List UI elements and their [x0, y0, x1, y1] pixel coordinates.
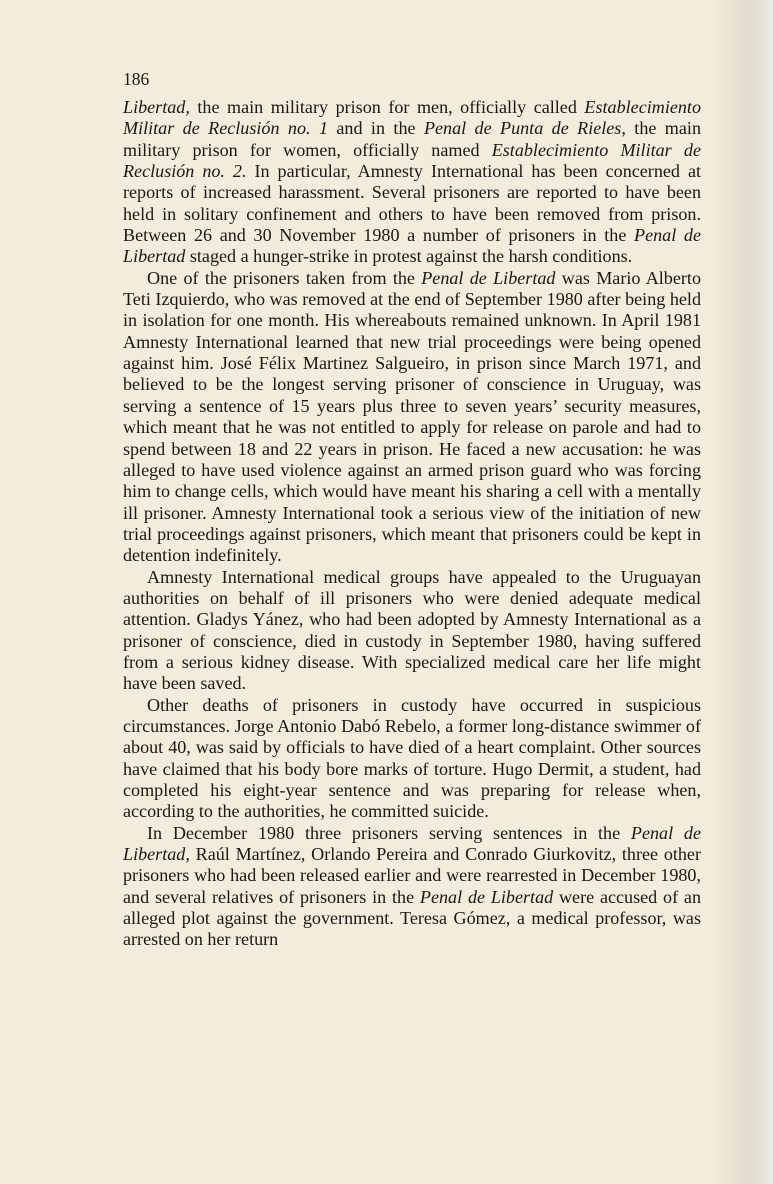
- text-run: staged a hunger-strike in protest against the harsh conditions.: [185, 246, 633, 267]
- text-run: Libertad,: [123, 97, 190, 117]
- text-run: was Mario Alberto Teti Izquierdo, who was removed at the end of September 1980 after being held in isolation for one month. His whereabouts remained unknown. In April 1981 Amnesty International learned that new trial proceedings were being opened against him. José Félix Martinez Salgueiro, in prison since March 1971, and believed to be the longest serving prisoner of conscience in Uruguay, was serving a sentence of 15 years plus three to seven years’ security measures, which meant that he was not entitled to apply for release on parole and had to spend between 18 and 22 years in prison. He faced a new accusation: he was alleged to have used violence against an armed prison guard who was forcing him to change cells, which would have meant his sharing a cell with a mentally ill prisoner. Amnesty International took a serious view of the initiation of new trial proceedings against prisoners, which meant that prisoners could be kept in detention indefinitely.: [123, 267, 701, 566]
- paragraph: [123, 567, 701, 695]
- text-run: Establecimiento Militar de Reclusión no. 2.: [123, 139, 701, 182]
- text-run: Establecimiento Militar de Reclusión no. 1: [123, 97, 701, 139]
- paragraph: [123, 823, 701, 951]
- paragraph: [123, 695, 701, 823]
- page-number: 186: [123, 69, 150, 89]
- text-run: were accused of an alleged plot against the government. Teresa Gómez, a medical professor, was arrested on her return: [123, 886, 701, 950]
- text-run: Penal de Libertad: [419, 886, 554, 907]
- text-run: Penal de Punta de Rieles,: [423, 118, 626, 139]
- text-run: Raúl Martínez, Orlando Pereira and Conrado Giurkovitz, three other prisoners who had been released earlier and were rearrested in December 1980, and several relatives of prisoners in the: [123, 844, 701, 907]
- text-run: In particular, Amnesty International has been concerned at reports of increased harassment. Several prisoners are reported to have been held in solitary confinement and others to have been removed from prison. Between 26 and 30 November 1980 a number of prisoners in the: [123, 161, 701, 246]
- text-run: the main military prison for men, officially called: [189, 97, 585, 117]
- body-text: [123, 97, 701, 951]
- text-run: Amnesty International medical groups have appealed to the Uruguayan authorities on behalf of ill prisoners who were denied adequate medical attention. Gladys Yánez, who had been adopted by Amnesty International as a prisoner of conscience, died in custody in September 1980, having suffered from a serious kidney disease. With specialized medical care her life might have been saved.: [123, 566, 701, 694]
- text-run: Penal de Libertad,: [123, 822, 701, 865]
- text-run: Other deaths of prisoners in custody have occurred in suspicious circumstances. Jorge Antonio Dabó Rebelo, a former long-distance swimmer of about 40, was said by officials to have died of a heart complaint. Other sources have claimed that his body bore marks of torture. Hugo Dermit, a student, had completed his eight-year sentence and was preparing for release when, according to the authorities, he committed suicide.: [123, 694, 701, 822]
- text-run: One of the prisoners taken from the: [147, 267, 422, 288]
- paragraph: [123, 268, 701, 567]
- text-run: In December 1980 three prisoners serving sentences in the: [147, 822, 631, 843]
- text-run: and in the: [328, 118, 424, 139]
- text-run: Penal de Libertad: [123, 225, 701, 267]
- paragraph: [123, 97, 701, 268]
- text-run: the main military prison for women, officially named: [123, 118, 701, 160]
- text-run: Penal de Libertad: [421, 267, 556, 288]
- page-edge-shadow: [713, 0, 773, 1184]
